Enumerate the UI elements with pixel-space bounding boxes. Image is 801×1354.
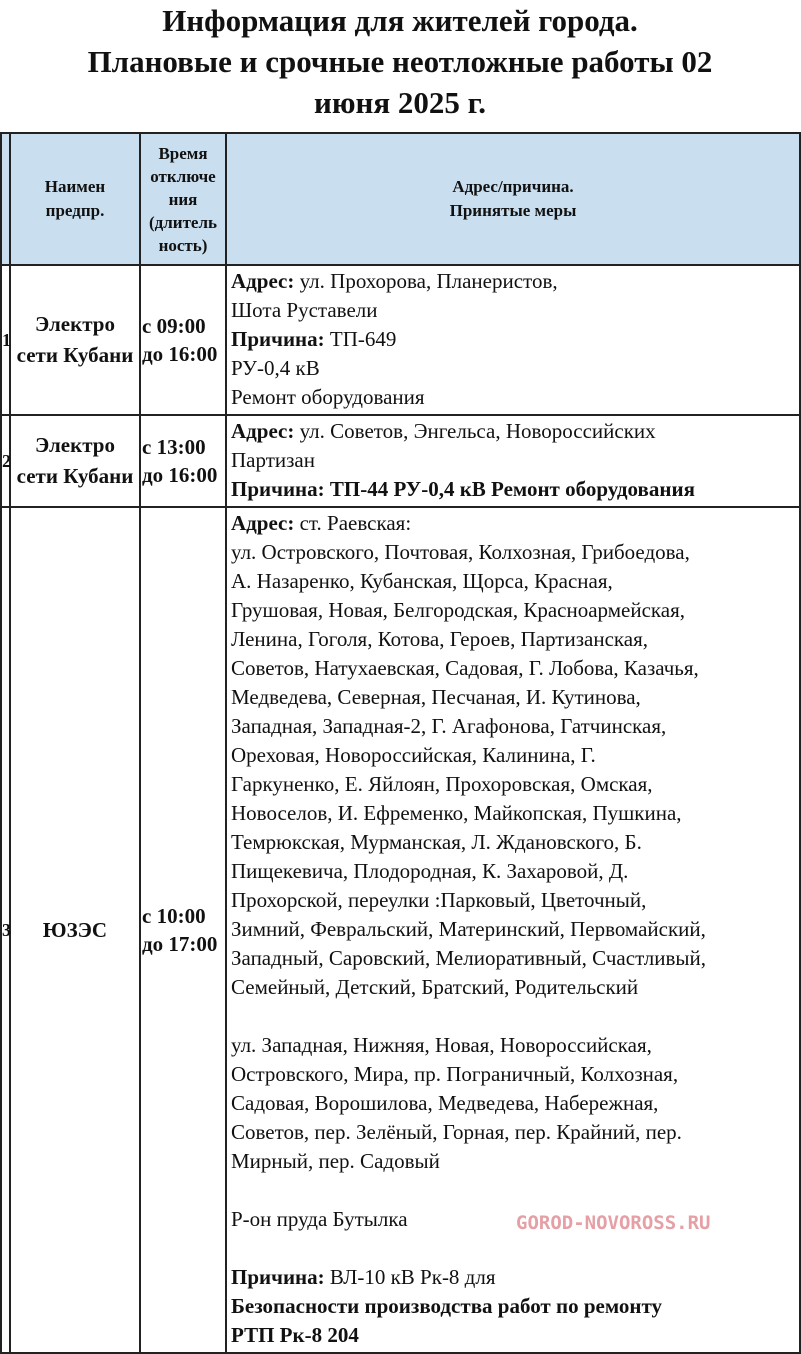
outage-table [0,132,801,1354]
address-label: Адрес: [231,269,295,293]
header-time: Время отключе ния (длитель ность) [140,133,226,265]
table-header-row [1,133,800,265]
address-label: Адрес: [231,511,295,535]
address-cell: Адрес: ул. Прохорова, Планеристов, Шота Руставели Причина: ТП-649 РУ-0,4 кВ Ремонт оборудования [226,265,800,415]
reason-label: Причина: [231,1265,325,1289]
reason-label: Причина: [231,327,325,351]
address-cell: Адрес: ст. Раевская: ул. Островского, Почтовая, Колхозная, Грибоедова, А. Назаренко, Кубанская, Щорса, Красная, Грушовая, Новая, Белгородская, Красноармейская, Ленина, Гоголя, Котова, Героев, Партизанская, Советов, Натухаевская, Садовая, Г. Лобова, Казачья, Медведева, Северная, Песчаная, И. Кутинова, Западная, Западная-2, Г. Агафонова, Гатчинская, Ореховая, Новороссийская, Калинина, Г. Гаркуненко, Е. Яйлоян, Прохоровская, Омская, Новоселов, И. Ефременко, Майкопская, Пушкина, Темрюкская, Мурманская, Л. Ждановского, Б. Пищекевича, Плодородная, К. Захаровой, Д. Прохорской, переулки :Парковый, Цветочный, Зимний, Февральский, Материнский, Первомайский, Западный, Саровский, Мелиоративный, Счастливый, Семейный, Детский, Братский, Родительский ул. Западная, Нижняя, Новая, Новороссийская, Островского, Мира, пр. Пограничный, Колхозная, Садовая, Ворошилова, Медведева, Набережная, Советов, пер. Зелёный, Горная, пер. Крайний, пер. Мирный, пер. Садовый Р-он пруда Бутылка Причина: ВЛ-10 кВ Рк-8 для Безопасности производства работ по ремонту РТП Рк-8 204 [226,507,800,1353]
table-row [1,415,800,507]
page-title [0,0,800,123]
title-line-1: Информация для жителей города. [162,3,638,38]
reason-label: Причина: [231,477,325,501]
organization: ЮЗЭС [10,507,140,1353]
header-addr: Адрес/причина. Принятые меры [226,133,800,265]
organization: Электро сети Кубани [10,415,140,507]
title-line-2: Плановые и срочные неотложные работы 02 [87,44,713,79]
outage-time: с 10:00 до 17:00 [140,507,226,1353]
outage-time: с 09:00 до 16:00 [140,265,226,415]
watermark: GOROD-NOVOROSS.RU [516,1212,711,1234]
outage-time: с 13:00 до 16:00 [140,415,226,507]
row-number: 2 [1,415,10,507]
address-cell: Адрес: ул. Советов, Энгельса, Новороссийских Партизан Причина: ТП-44 РУ-0,4 кВ Ремонт оборудования [226,415,800,507]
row-number: 1 [1,265,10,415]
organization: Электро сети Кубани [10,265,140,415]
table-row [1,265,800,415]
header-org: Наимен предпр. [10,133,140,265]
address-label: Адрес: [231,419,295,443]
header-num [1,133,10,265]
title-line-3: июня 2025 г. [313,85,486,120]
row-number: 3 [1,507,10,1353]
